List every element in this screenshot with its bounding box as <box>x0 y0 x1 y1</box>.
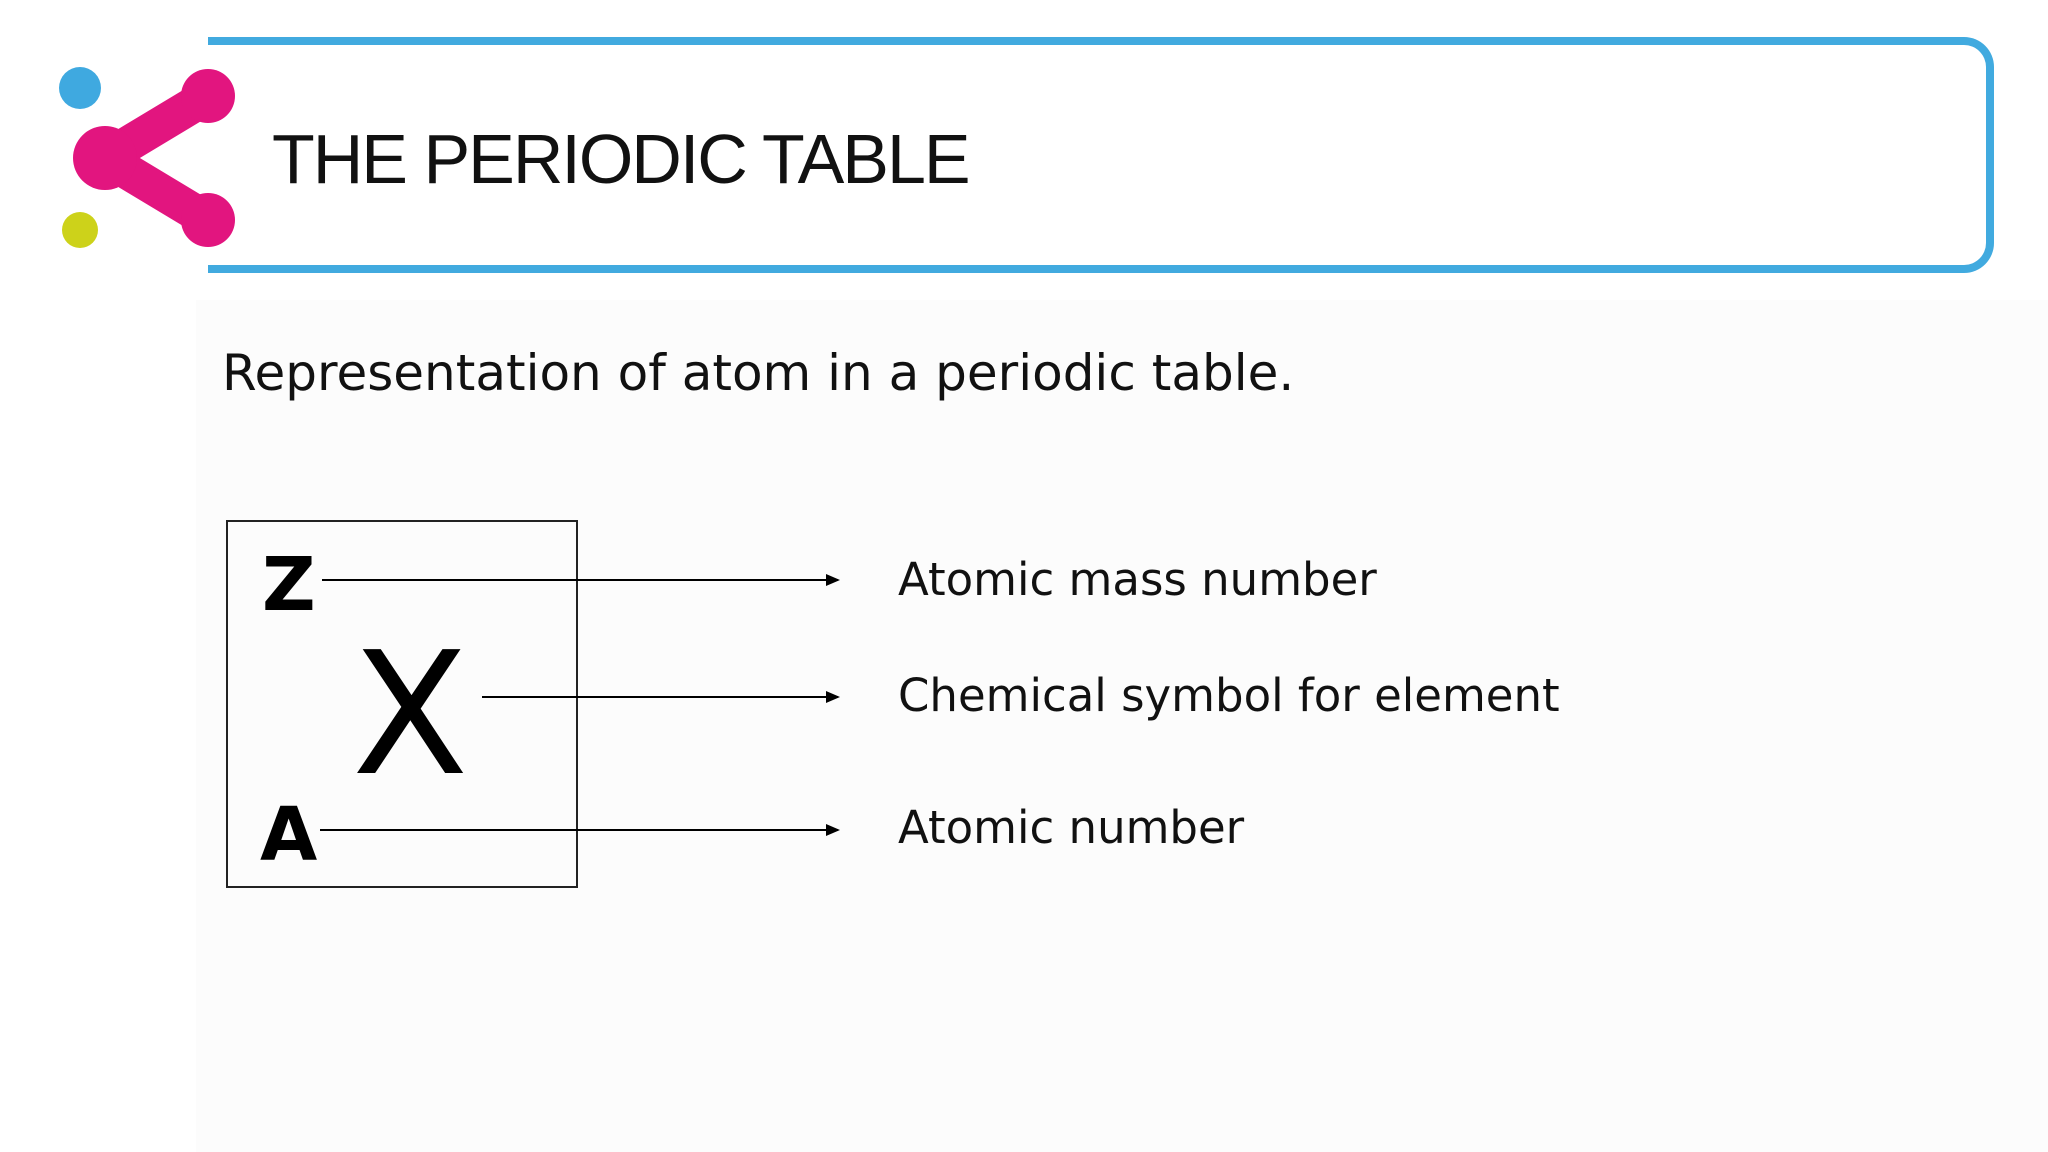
slide-subtitle: Representation of atom in a periodic table. <box>222 344 1295 402</box>
callout-label-atomic-number: Atomic number <box>898 801 1245 854</box>
callout-label-chemical-symbol: Chemical symbol for element <box>898 669 1560 722</box>
atom-symbol-letter: X <box>352 616 469 814</box>
page-title: THE PERIODIC TABLE <box>272 120 969 198</box>
atom-bottom-letter: A <box>260 792 318 878</box>
callout-label-mass-number: Atomic mass number <box>898 553 1377 606</box>
atom-top-letter: Z <box>262 542 316 628</box>
